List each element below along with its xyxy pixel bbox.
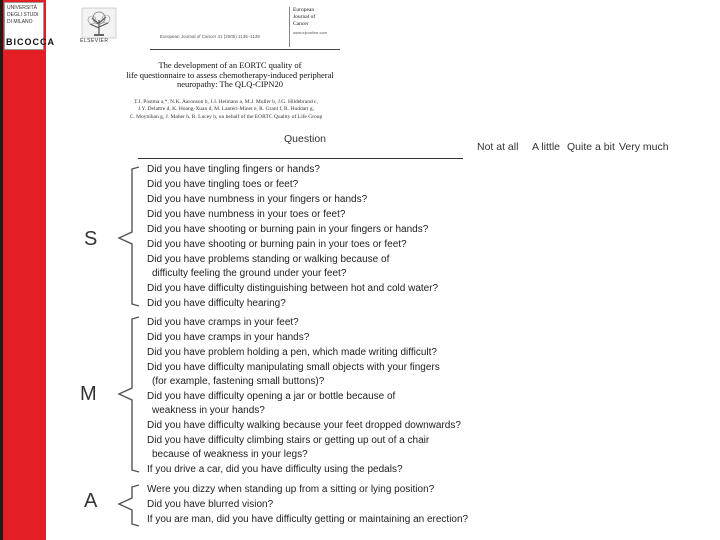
logo-line-3: DI MILANO: [7, 19, 33, 25]
column-very-much: Very much: [619, 141, 669, 153]
question-line: Did you have numbness in your fingers or hands?: [147, 194, 368, 205]
question-line: Did you have shooting or burning pain in your toes or feet?: [147, 239, 407, 250]
publisher-name: ELSEVIER: [80, 38, 109, 44]
authors-line: T.J. Postma a,*, N.K. Aaronson b, J.J. Heimans a, M.J. Muller b, J.G. Hildebrand c,: [134, 99, 318, 105]
red-sidebar: [0, 0, 55, 540]
question-rule: [138, 158, 463, 159]
question-line: Did you have cramps in your hands?: [147, 332, 310, 343]
authors-line: J.Y. Delattre d, K. Hoang-Xuan d, M. Lantéri-Minet e, R. Grant f, R. Huddart g,: [137, 106, 314, 113]
title-line: neuropathy: The QLQ-CIPN20: [176, 79, 284, 89]
logo-line-2: DEGLI STUDI: [7, 12, 39, 18]
question-line: Were you dizzy when standing up from a sitting or lying position?: [147, 484, 435, 495]
question-header: Question: [284, 133, 327, 145]
title-line: life questionnaire to assess chemotherapy-induced peripheral: [126, 69, 334, 80]
question-line: Did you have difficulty walking because your feet dropped downwards?: [147, 420, 461, 431]
question-line: Did you have difficulty manipulating small objects with your fingers: [147, 362, 440, 373]
sidebar-edge: [0, 0, 3, 540]
section-label-m: M: [80, 383, 97, 405]
authors-line: C. Moynihan g, J. Maher h, R. Lucey h, on behalf of the EORTC Quality of Life Group: [129, 113, 323, 120]
journal-box: [289, 7, 343, 47]
bracket-a: [119, 485, 139, 526]
logo-main-text: BICOCCA: [6, 37, 55, 47]
question-line: Did you have cramps in your feet?: [147, 317, 299, 328]
question-line: Did you have tingling toes or feet?: [147, 179, 299, 190]
header-rule: [150, 49, 340, 50]
question-line: because of weakness in your legs?: [152, 449, 308, 460]
journal-line: Cancer: [293, 21, 309, 27]
bracket-s: [119, 167, 139, 306]
question-line: Did you have difficulty climbing stairs or getting up out of a chair: [147, 435, 430, 446]
bracket-m: [119, 317, 139, 472]
question-line: Did you have tingling fingers or hands?: [147, 164, 320, 175]
column-not-at-all: Not at all: [477, 141, 519, 153]
column-quite-a-bit: Quite a bit: [567, 141, 615, 153]
question-line: If you are man, did you have difficulty getting or maintaining an erection?: [147, 514, 469, 525]
paper-authors: [86, 99, 366, 121]
question-line: Did you have shooting or burning pain in your fingers or hands?: [147, 224, 429, 235]
citation: European Journal of Cancer 41 (2005) 1135–1139: [160, 34, 260, 39]
paper-title: [90, 61, 370, 90]
question-line: Did you have difficulty distinguishing between hot and cold water?: [147, 283, 439, 294]
question-line: difficulty feeling the ground under your feet?: [152, 268, 347, 279]
journal-line: Journal of: [293, 14, 316, 20]
section-label-a: A: [84, 490, 98, 512]
column-a-little: A little: [532, 141, 561, 153]
section-brackets: [115, 160, 145, 535]
question-line: Did you have difficulty hearing?: [147, 298, 286, 309]
university-logo: [4, 2, 55, 50]
question-line: Did you have blurred vision?: [147, 499, 274, 510]
question-line: Did you have difficulty opening a jar or bottle because of: [147, 391, 396, 402]
journal-line: European: [293, 7, 315, 13]
question-line: Did you have problem holding a pen, which made writing difficult?: [147, 347, 437, 358]
title-line: The development of an EORTC quality of: [158, 60, 302, 70]
section-label-s: S: [84, 228, 98, 250]
question-line: Did you have problems standing or walking because of: [147, 254, 390, 265]
question-line: (for example, fastening small buttons)?: [152, 376, 325, 387]
journal-url: www.ejconline.com: [293, 30, 328, 35]
question-line: If you drive a car, did you have difficulty using the pedals?: [147, 464, 403, 475]
logo-line-1: UNIVERSITÀ: [7, 5, 38, 11]
question-line: weakness in your hands?: [152, 405, 265, 416]
question-line: Did you have numbness in your toes or feet?: [147, 209, 346, 220]
